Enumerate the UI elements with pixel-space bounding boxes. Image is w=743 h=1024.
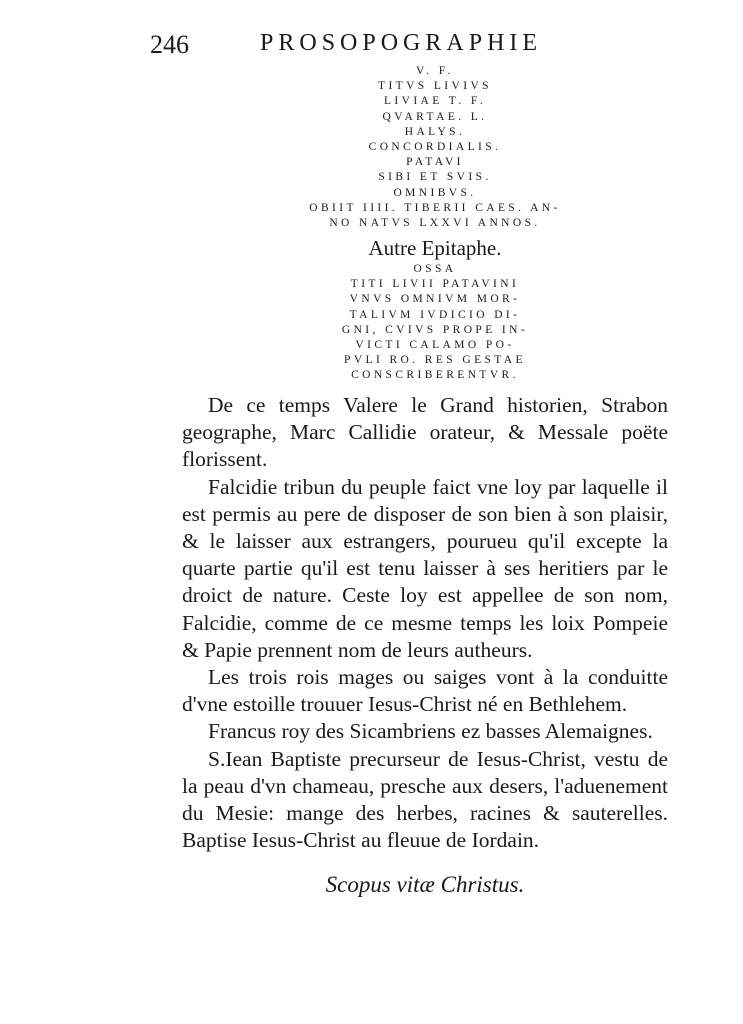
epitaph-inscription <box>270 64 600 231</box>
paragraph: Francus roy des Sicambriens ez basses Alemaignes. <box>208 719 653 744</box>
inscription-line: HALYS. <box>404 125 466 138</box>
inscription-line: V. F. <box>416 65 454 77</box>
inscription-line: VNVS OMNIVM MOR- <box>349 293 521 306</box>
inscription-line: OMNIBVS. <box>393 186 477 199</box>
inscription-line: GNI, CVIVS PROPE IN- <box>341 323 529 336</box>
second-epitaph-inscription <box>270 262 600 384</box>
running-title: PROSOPOGRAPHIE <box>260 30 543 56</box>
inscription-line: SIBI ET SVIS. <box>378 171 492 184</box>
inscription-line: PATAVI <box>406 156 464 169</box>
inscription-line: QVARTAE. L. <box>382 110 488 123</box>
paragraph: Falcidie tribun du peuple faict vne loy par laquelle il est permis au pere de disposer de son bien à son plaisir, & le laisser aux estrangers, pourueu qu'il excepte la quarte partie qu'il est tenu laisser à ses heritiers par le droict de nature. Ceste loy est appellee de son nom, Falcidie, comme de ce mesme temps les loix Pompeie & Papie prennent nom de leurs autheurs. <box>182 474 668 662</box>
inscription-line: PVLI RO. RES GESTAE <box>344 354 526 367</box>
inscription-line: TALIVM IVDICIO DI- <box>349 308 521 321</box>
inscription-line: CONCORDIALIS. <box>368 141 502 154</box>
inscription-line: OSSA <box>413 263 457 275</box>
closing-motto: Scopus vitæ Christus. <box>325 872 525 897</box>
inscription-line: LIVIAE T. F. <box>383 95 487 108</box>
paragraph: Les trois rois mages ou saiges vont à la conduitte d'vne estoille trouuer Iesus-Christ né en Bethlehem. <box>182 665 668 717</box>
inscription-line: VICTI CALAMO PO- <box>355 339 515 352</box>
inscription-line: NO NATVS LXXVI ANNOS. <box>329 217 541 230</box>
body-text <box>182 392 668 854</box>
inscription-line: TITI LIVII PATAVINI <box>350 278 520 291</box>
paragraph: De ce temps Valere le Grand historien, Strabon geographe, Marc Callidie orateur, & Messale poëte florissent. <box>182 393 668 472</box>
inscription-line: OBIIT IIII. TIBERII CAES. AN- <box>309 201 561 214</box>
inscription-line: TITVS LIVIVS <box>378 80 492 93</box>
paragraph: S.Iean Baptiste precurseur de Iesus-Christ, vestu de la peau d'vn chameau, presche aux desers, l'aduenement du Mesie: mange des herbes, racines & sauterelles. Baptise Iesus-Christ au fleuue de Iordain. <box>182 746 668 853</box>
page-header <box>150 28 610 64</box>
inscription-line: CONSCRIBERENTVR. <box>351 369 519 382</box>
page-number: 246 <box>150 30 189 59</box>
subheading: Autre Epitaphe. <box>368 236 502 260</box>
